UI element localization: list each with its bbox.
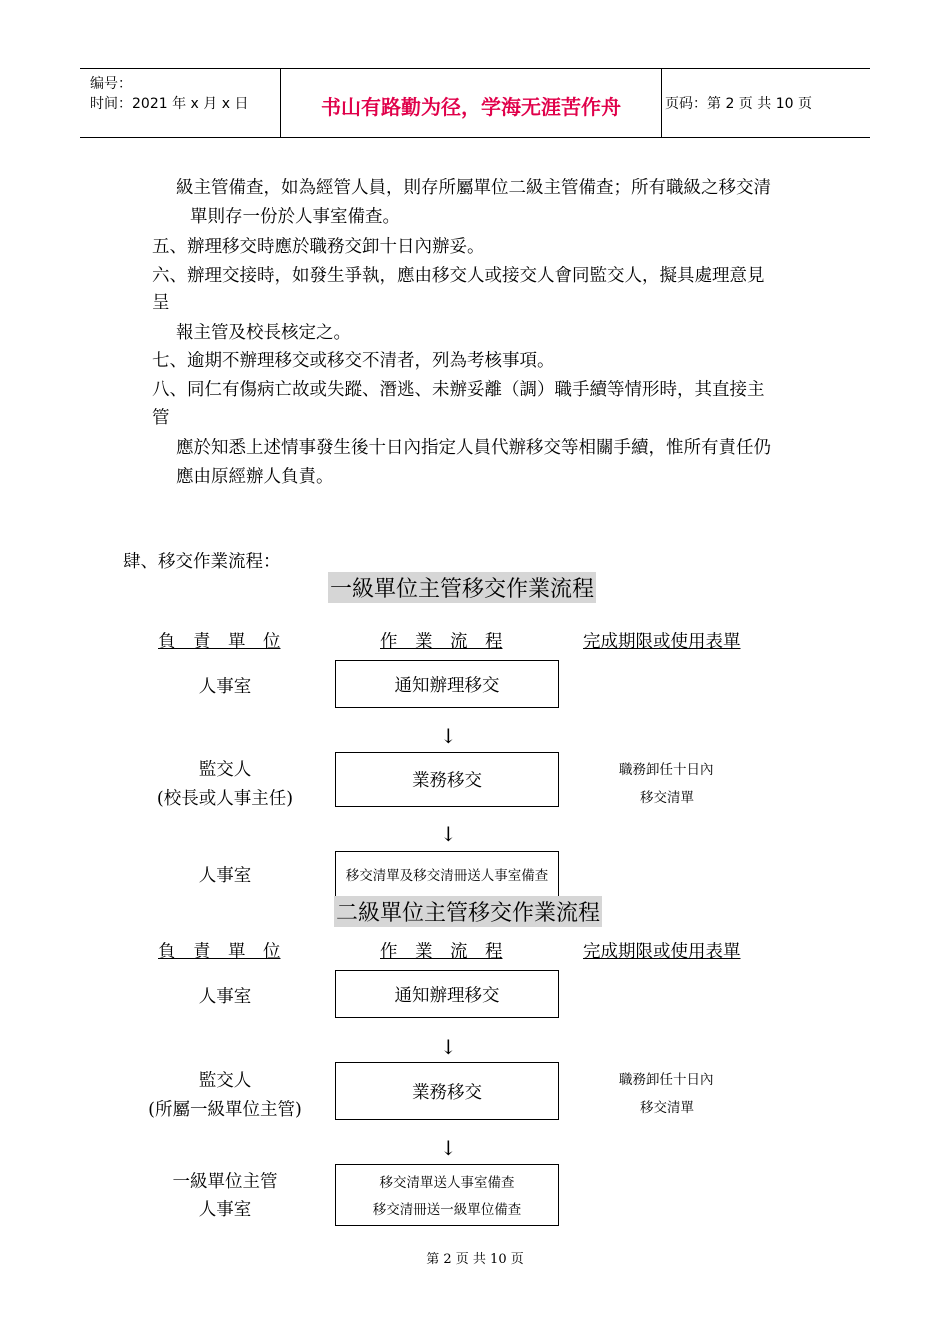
flow2-col-unit: 負 責 單 位 [158,942,281,962]
flow2-step3-box-line-a: 移交清單送人事室備查 [379,1175,515,1191]
flow2-step1-unit: 人事室 [198,987,252,1007]
flow2-step3-clip [0,1160,950,1220]
body-line-5: 呈 [152,293,170,313]
flow2-col-flow: 作 業 流 程 [380,942,503,962]
body-line-8: 八、同仁有傷病亡故或失蹤、潛逃、未辦妥離（調）職手續等情形時，其直接主 [152,380,765,400]
flow1-title: 一級單位主管移交作業流程 [328,572,596,603]
flow2-step3-box-line-b: 移交清冊送一級單位備查 [372,1202,522,1218]
flow2-step2-note-b: 移交清單 [640,1100,694,1116]
flow2-step1-box: 通知辦理移交 [335,970,559,1018]
flow2-step2-unit-a: 監交人 [198,1071,252,1091]
body-line-11: 應由原經辦人負責。 [176,467,334,487]
body-line-1: 級主管備查，如為經管人員，則存所屬單位二級主管備查；所有職級之移交清 [176,178,771,198]
flow2-title: 二級單位主管移交作業流程 [334,896,602,927]
flow2-arrow-2: ↓ [440,1136,457,1160]
flow2-step3-unit-a: 一級單位主管 [172,1172,278,1192]
flow1-step1-unit: 人事室 [198,677,252,697]
page-footer: 第 2 页 共 10 页 [426,1252,524,1267]
flow2-arrow-1: ↓ [440,1035,457,1059]
header-motto-cell [281,69,662,137]
flow1-step2-note-b: 移交清單 [640,790,694,806]
section-heading: 肆、移交作業流程： [123,552,281,572]
body-line-2: 單則存一份於人事室備查。 [190,207,400,227]
flow1-step3-box: 移交清單及移交清冊送人事室備查 [335,851,559,897]
flow1-step3-unit: 人事室 [198,866,252,886]
body-line-4: 六、辦理交接時，如發生爭執，應由移交人或接交人會同監交人，擬具處理意見 [152,266,765,286]
flow2-step2-note-a: 職務卸任十日內 [619,1072,714,1088]
flow1-step2-unit-b: (校長或人事主任) [156,789,294,809]
body-line-9: 管 [152,408,170,428]
flow1-arrow-1: ↓ [440,724,457,748]
body-line-7: 七、逾期不辦理移交或移交不清者，列為考核事項。 [152,351,555,371]
body-line-3: 五、辦理移交時應於職務交卸十日內辦妥。 [152,237,485,257]
header-meta [80,69,281,137]
flow1-step2-box: 業務移交 [335,752,559,807]
flow1-step1-box: 通知辦理移交 [335,660,559,708]
header-motto: 书山有路勤为径，学海无涯苦作舟 [321,95,621,119]
header-time-label: 时间：2021 年 x 月 x 日 [90,96,249,112]
flow2-step3-unit-b: 人事室 [198,1200,252,1220]
body-line-10: 應於知悉上述情事發生後十日內指定人員代辦移交等相關手續，惟所有責任仍 [176,438,771,458]
body-line-6: 報主管及校長核定之。 [176,323,351,343]
page-header [80,68,870,138]
header-page-info: 页码：第 2 页 共 10 页 [665,96,812,112]
flow1-step2-unit-a: 監交人 [198,760,252,780]
flow2-step2-unit-b: (所屬一級單位主管) [148,1100,302,1120]
flow2-step3-box [335,1164,559,1226]
flow2-step2-box: 業務移交 [335,1062,559,1120]
flow1-arrow-2: ↓ [440,822,457,846]
flow1-col-unit: 負 責 單 位 [158,632,281,652]
flow2-col-deadline: 完成期限或使用表單 [583,942,741,962]
flow1-col-deadline: 完成期限或使用表單 [583,632,741,652]
flow1-step2-note-a: 職務卸任十日內 [619,762,714,778]
header-number-label: 编号： [90,76,132,92]
flow1-col-flow: 作 業 流 程 [380,632,503,652]
